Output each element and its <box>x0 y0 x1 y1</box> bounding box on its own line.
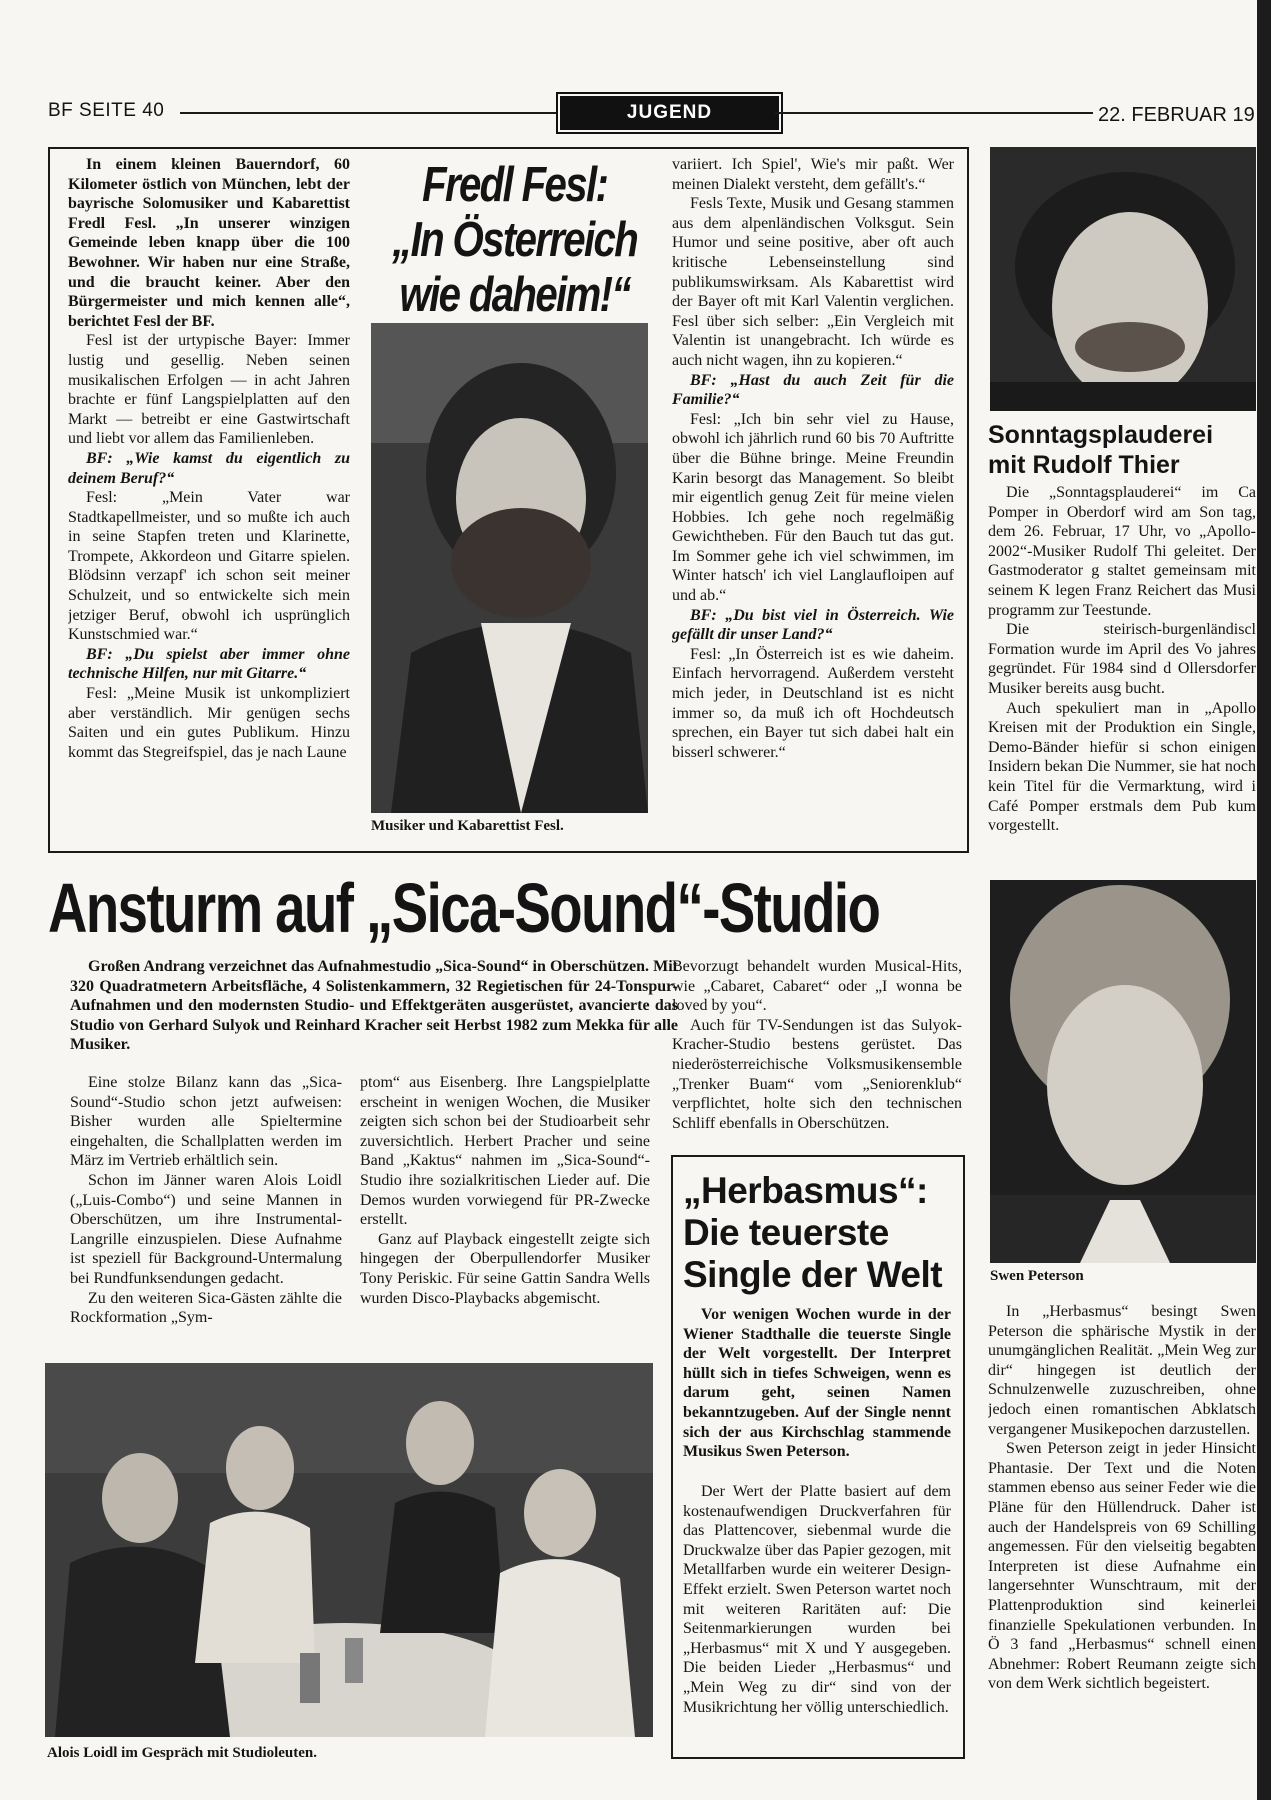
thier-title-line: Sonntagsplauderei <box>988 421 1214 449</box>
fesl-answer: Fesl: „Meine Musik ist unkompliziert aber verständlich. Mir genügen sechs Saiten und ein gutes Publikum. Hinzu kommt das Stegreifspiel, das je nach Laune <box>68 685 350 761</box>
fesl-title-line: wie daheim!“ <box>399 268 630 322</box>
studio-group-photo <box>45 1363 653 1737</box>
thier-title <box>988 420 1213 480</box>
page-edge-strip <box>1257 0 1271 1800</box>
peterson-photo-caption: Swen Peterson <box>990 1268 1084 1284</box>
fesl-title-line: „In Österreich <box>392 213 638 267</box>
fesl-column-3 <box>672 155 954 840</box>
fesl-photo-caption: Musiker und Kabarettist Fesl. <box>371 818 564 834</box>
fesl-portrait-photo <box>371 323 648 813</box>
fesl-title <box>365 158 664 323</box>
sica-paragraph: Zu den weiteren Sica-Gästen zählte die Rockformation „Sym- <box>70 1289 342 1327</box>
peterson-portrait-photo <box>990 880 1256 1263</box>
sica-column-2 <box>360 1073 650 1338</box>
studio-photo-caption: Alois Loidl im Gespräch mit Studioleuten. <box>47 1745 318 1761</box>
sica-paragraph: ptom“ aus Eisenberg. Ihre Langspielplatte erscheint in wenigen Wochen, die Musiker zeigten sich schon bei der Studioarbeit sehr zuversichtlich. Herbert Pracher und seine Band „Kaktus“ nahmen im „Sica-Sound“-Studio ihre sozialkritischen Lieder auf. Die Demos wurden vorwiegend für PR-Zwecke erstellt. <box>360 1074 650 1229</box>
fesl-answer: Fesl: „Ich bin sehr viel zu Hause, obwohl ich jährlich rund 60 bis 70 Auftritte über die Bühne bringe. Meine Freundin Karin besorgt das Management. So bleibt mir eigentlich genug Zeit für meine vielen Hobbies. Ich gehe noch regelmäßig Gewichtheben. Für den Bauch tut das gut. Im Sommer gehe ich viel schwimmen, im Winter hatsch' ich viel Langlaufloipen auf und ab.“ <box>672 410 954 605</box>
fesl-question: BF: „Hast du auch Zeit für die Familie?“ <box>672 371 954 409</box>
thier-title-line: mit Rudolf Thier <box>988 451 1180 479</box>
sica-lead-text: Großen Andrang verzeichnet das Aufnahmestudio „Sica-Sound“ in Oberschützen. Mit 320 Quadratmetern Arbeitsfläche, 4 Solistenkammern, 32 Regietischen für 24-Tonspur-Aufnahmen und den modernsten Studio- und Effektgeräten ausgerüstet, avancierte das Studio von Gerhard Sulyok und Reinhard Kracher seit Herbst 1982 zum Mekka für alle Musiker. <box>70 958 678 1054</box>
herbasmus-title <box>683 1170 942 1296</box>
sica-paragraph: Bevorzugt behandelt wurden Musical-Hits, wie „Cabaret, Cabaret“ oder „I wonna be loved by you“. <box>672 958 962 1015</box>
thier-paragraph: Die steirisch-burgenländiscl Formation wurde im April des Vo jahres gegründet. Für 1984 sind d Ollersdorfer Musiker bereits ausg bucht. <box>988 621 1256 697</box>
header-rule-left <box>180 112 560 114</box>
herbasmus-title-line: Die teuerste <box>683 1212 889 1253</box>
fesl-paragraph: Fesl ist der urtypische Bayer: Immer lustig und gesellig. Neben seinen musikalischen Erfolgen — in acht Jahren brachte er fünf Langspielplatten auf den Markt — betreibt er eine Gastwirtschaft und liebt vor allem das Familienleben. <box>68 332 350 448</box>
herbasmus-paragraph: In „Herbasmus“ besingt Swen Peterson die sphärische Mystik in der unumgänglichen Realität. „Mein Weg zur dir“ hingegen ist deutlich der Schnulzenwelle zuzuschreiben, ohne jedoch einen romantischen Abklatsch vergangener Musikepochen darzustellen. <box>988 1303 1256 1438</box>
section-label: JUGEND <box>560 96 779 130</box>
sica-paragraph: Schon im Jänner waren Alois Loidl („Luis-Combo“) und seine Mannen in Oberschützen, um ihre Instrumental-Langrille einzuspielen. Diese Aufnahme ist speziell für Background-Untermalung bei Rundfunksendungen gedacht. <box>70 1171 342 1287</box>
fesl-column-1 <box>68 155 350 835</box>
sica-paragraph: Eine stolze Bilanz kann das „Sica-Sound“-Studio schon jetzt aufweisen: Bisher wurden alle Spieltermine eingehalten, die Schallplatten werden im März im Vertrieb erhältlich sein. <box>70 1074 342 1170</box>
header-rule-right <box>775 112 1093 114</box>
herbasmus-column-1 <box>683 1482 951 1747</box>
fesl-paragraph: In einem kleinen Bauerndorf, 60 Kilometer östlich von München, lebt der bayrische Solomusiker und Kabarettist Fredl Fesl. „In unserer winzigen Gemeinde leben knapp über die 100 Bewohner. Wir haben nur eine Straße, und die braucht keiner. Aber den Bürgermeister und mich kennen alle“, berichtet Fesl der BF. <box>68 156 350 330</box>
thier-portrait-photo <box>990 147 1256 411</box>
thier-body <box>988 483 1256 858</box>
sica-lead <box>70 957 678 1059</box>
thier-paragraph: Auch spekuliert man in „Apollo Kreisen mit der Produktion ein Single, Demo-Bänder hiefür si schon einigen Insidern bekan Die Nummer, sie hat noch kein Titel für die Vermarktung, wird i Café Pomper erstmals dem Pub kum vorgestellt. <box>988 699 1256 835</box>
fesl-question: BF: „Wie kamst du eigentlich zu deinem Beruf?“ <box>68 449 350 487</box>
fesl-answer: Fesl: „Mein Vater war Stadtkapellmeister, und so mußte ich auch in seine Stapfen treten und Klarinette, Trompete, Akkordeon und Gitarre spielen. Blödsinn verzapf' ich schon seit meiner Schulzeit, und so entwickelte sich mein jetziger Beruf, obwohl ich usprünglich Kunstschmied war.“ <box>68 489 350 644</box>
sica-column-1 <box>70 1073 342 1338</box>
fesl-paragraph: variiert. Ich Spiel', Wie's mir paßt. Wer meinen Dialekt versteht, dem gefällt's.“ <box>672 156 954 193</box>
herbasmus-title-line: Single der Welt <box>683 1254 943 1295</box>
sica-column-3 <box>672 957 962 1139</box>
sica-paragraph: Auch für TV-Sendungen ist das Sulyok-Kracher-Studio bestens gerüstet. Das niederösterreichische Volksmusikensemble „Trenker Buam“ vom „Seniorenklub“ verpflichtet, holte sich den technischen Schliff ebenfalls in Oberschützen. <box>672 1016 962 1132</box>
fesl-paragraph: Fesls Texte, Musik und Gesang stammen aus dem alpenländischen Volksgut. Sein Humor und seine positive, aber oft auch kritische Lebenseinstellung sind publikumswirksam. Als Kabarettist wird der Bayer oft mit Karl Valentin verglichen. Fesl über sich selber: „Ein Vergleich mit Valentin ist unangebracht. Ich würde es auch nicht wagen, ihn zu kopieren.“ <box>672 195 954 369</box>
page-number: BF SEITE 40 <box>48 100 165 121</box>
herbasmus-lead-text: Vor wenigen Wochen wurde in der Wiener Stadthalle die teuerste Single der Welt vorgestellt. Der Interpret hüllt sich in tiefes Schweigen, wenn es darum geht, seinen Namen bekanntzugeben. Auf der Single nennt sich der aus Kirchschlag stammende Musikus Swen Peterson. <box>683 1306 951 1461</box>
sica-paragraph: Ganz auf Playback eingestellt zeigte sich hingegen der Oberpullendorfer Musiker Tony Periskic. Für seine Gattin Sandra Wells wurden Disco-Playbacks abgemischt. <box>360 1230 650 1307</box>
fesl-question: BF: „Du spielst aber immer ohne technische Hilfen, nur mit Gitarre.“ <box>68 645 350 683</box>
herbasmus-title-line: „Herbasmus“: <box>683 1170 928 1211</box>
thier-paragraph: Die „Sonntagsplauderei“ im Ca Pomper in Oberdorf wird am Son tag, dem 26. Februar, 17 Uhr, vo „Apollo-2002“-Musiker Rudolf Thi geleitet. Der Gastmoderator g staltet gemeinsam mit seinem K legen Franz Reichert das Musi programm zur Teestunde. <box>988 484 1256 619</box>
fesl-question: BF: „Du bist viel in Österreich. Wie gefällt dir unser Land?“ <box>672 606 954 644</box>
herbasmus-lead <box>683 1305 951 1465</box>
herbasmus-column-2 <box>988 1302 1256 1752</box>
fesl-answer: Fesl: „In Österreich ist es wie daheim. Einfach hervorragend. Außerdem versteht mich jeder, in Deutschland ist es nicht immer so, da muß ich oft Hochdeutsch sprechen, ein Bayer tut sich dabei halt ein bisserl schwerer.“ <box>672 645 954 761</box>
herbasmus-paragraph: Der Wert der Platte basiert auf dem kostenaufwendigen Druckverfahren für das Plattencover, siebenmal wurde die Druckwalze über das Papier gezogen, mit Metallfarben wurde ein weiterer Design-Effekt erzielt. Swen Peterson wartet noch mit weiteren Raritäten auf: Die Seitenmarkierungen wurden bei „Herbasmus“ mit X und Y ausgegeben. Die beiden Lieder „Herbasmus“ und „Mein Weg zu dir“ sind von der Musikrichtung her völlig unterschiedlich. <box>683 1483 951 1716</box>
herbasmus-paragraph: Swen Peterson zeigt in jeder Hinsicht Phantasie. Der Text und die Noten stammen ebenso aus seiner Feder wie die Pläne für den Hüllendruck. Daher ist auch der Handelspreis von 69 Schilling angemessen. Für den vielseitig begabten Interpreten ist diese Aufnahme ein langersehnter Wunschtraum, mit der Plattenproduktion sind keinerlei finanzielle Spekulationen verbunden. In Ö 3 fand „Herbasmus“ schnell einen Abnehmer: Robert Reumann zeigte sich von dem Werk sichtlich begeistert. <box>988 1440 1256 1693</box>
issue-date: 22. FEBRUAR 19 <box>1098 104 1255 126</box>
sica-headline: Ansturm auf „Sica-Sound“-Studio <box>48 869 880 947</box>
fesl-title-line: Fredl Fesl: <box>422 158 608 212</box>
